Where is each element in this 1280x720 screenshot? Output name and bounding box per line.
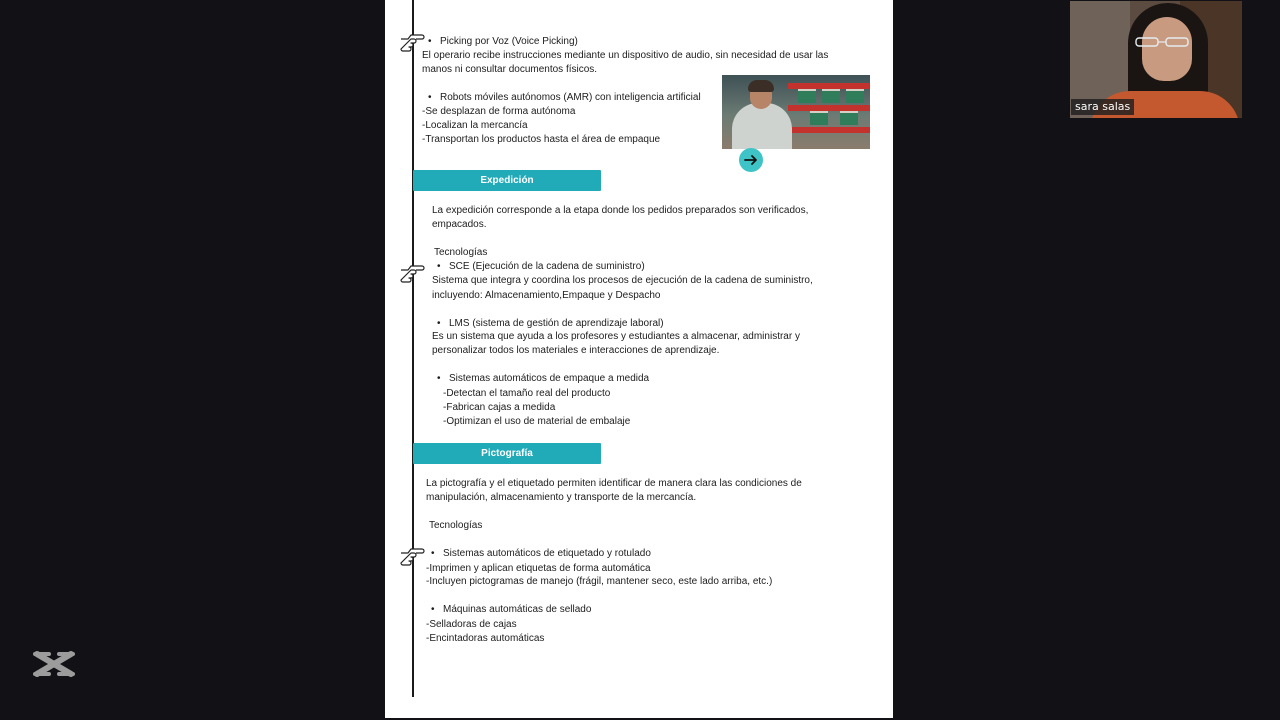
body-text: manos ni consultar documentos físicos.: [422, 64, 598, 75]
capcut-logo-icon: [33, 648, 75, 680]
tecnologias-label: Tecnologías: [429, 520, 483, 531]
body-text: La pictografía y el etiquetado permiten identificar de manera clara las condiciones de: [426, 478, 802, 489]
participant-name-tag: sara salas: [1071, 99, 1134, 115]
body-text: -Selladoras de cajas: [426, 619, 517, 630]
empaque-title: • Sistemas automáticos de empaque a medida: [437, 373, 650, 384]
body-text: -Incluyen pictogramas de manejo (frágil, mantener seco, este lado arriba, etc.): [426, 576, 773, 587]
body-text: -Optimizan el uso de material de embalaje: [443, 416, 631, 427]
amr-title: • Robots móviles autónomos (AMR) con inteligencia artificial: [428, 92, 701, 103]
tecnologias-label: Tecnologías: [434, 247, 488, 258]
body-text: -Detectan el tamaño real del producto: [443, 388, 611, 399]
document-page: [385, 0, 893, 718]
sce-title: • SCE (Ejecución de la cadena de suministro): [437, 261, 645, 272]
timeline-line: [412, 0, 414, 697]
body-text: Es un sistema que ayuda a los profesores y estudiantes a almacenar, administrar y: [432, 331, 800, 342]
body-text: -Transportan los productos hasta el área de empaque: [422, 134, 661, 145]
next-slide-button[interactable]: [739, 148, 763, 172]
body-text: El operario recibe instrucciones mediante un dispositivo de audio, sin necesidad de usar las: [422, 50, 829, 61]
warehouse-worker-photo: [722, 75, 870, 149]
body-text: personalizar todos los materiales e interacciones de aprendizaje.: [432, 345, 720, 356]
expedicion-banner: Expedición: [413, 170, 601, 191]
body-text: -Se desplazan de forma autónoma: [422, 106, 576, 117]
sellado-title: • Máquinas automáticas de sellado: [431, 604, 592, 615]
etiquetado-title: • Sistemas automáticos de etiquetado y rotulado: [431, 548, 651, 559]
body-text: -Fabrican cajas a medida: [443, 402, 556, 413]
body-text: La expedición corresponde a la etapa donde los pedidos preparados son verificados,: [432, 205, 809, 216]
body-text: -Localizan la mercancía: [422, 120, 528, 131]
body-text: empacados.: [432, 219, 487, 230]
body-text: Sistema que integra y coordina los procesos de ejecución de la cadena de suministro,: [432, 275, 813, 286]
pointing-hand-icon: [399, 545, 425, 567]
pointing-hand-icon: [399, 262, 425, 284]
body-text: -Encintadoras automáticas: [426, 633, 545, 644]
body-text: incluyendo: Almacenamiento,Empaque y Despacho: [432, 290, 661, 301]
body-text: manipulación, almacenamiento y transporte de la mercancía.: [426, 492, 697, 503]
lms-title: • LMS (sistema de gestión de aprendizaje laboral): [437, 318, 664, 329]
voice-picking-title: • Picking por Voz (Voice Picking): [428, 36, 578, 47]
body-text: -Imprimen y aplican etiquetas de forma automática: [426, 563, 651, 574]
pictografia-banner: Pictografía: [413, 443, 601, 464]
arrow-right-icon: [744, 153, 758, 167]
